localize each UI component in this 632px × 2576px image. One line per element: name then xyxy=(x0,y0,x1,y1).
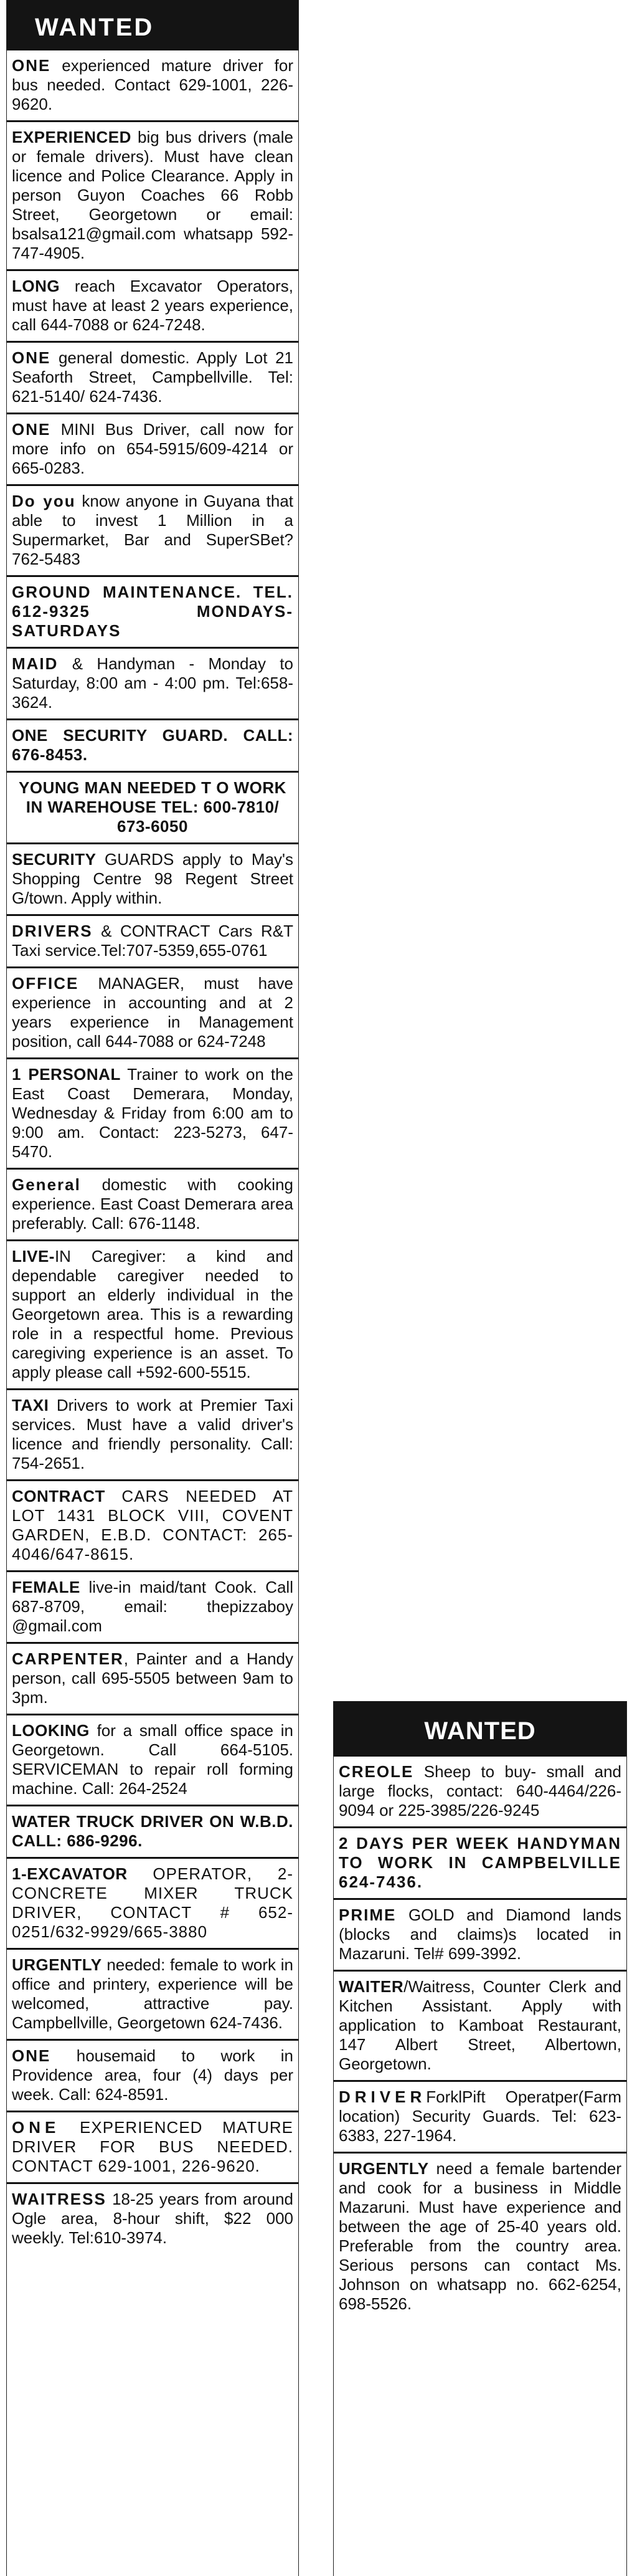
ad-body: GUARDS apply to May's Shopping Centre 98 Regent Street G/town. Apply within. xyxy=(12,850,293,907)
classified-ad xyxy=(7,1479,298,1570)
classified-ad xyxy=(7,575,298,647)
ad-lead: ONE xyxy=(12,2046,51,2065)
classified-ad xyxy=(7,966,298,1057)
ad-lead: DRIVER xyxy=(339,2087,427,2106)
classified-ad xyxy=(7,2111,298,2182)
ad-body: OPERATOR, 2- CONCRETE MIXER TRUCK DRIVER, CONTACT # 652-0251/632-9929/665-3880 xyxy=(12,1864,293,1941)
classified-ad xyxy=(7,1168,298,1239)
ad-lead: GROUND MAINTENANCE. TEL. 612-9325 MONDAYS-SATURDAYS xyxy=(12,583,293,640)
ad-lead: ONE xyxy=(12,348,51,367)
ad-body: GOLD and Diamond lands (blocks and claims)s located in Mazaruni. Tel# 699-3992. xyxy=(339,1906,621,1963)
ad-body: general domestic. Apply Lot 21 Seaforth Street, Campbellville. Tel: 621-5140/ 624-7436. xyxy=(12,348,293,406)
classified-ad xyxy=(7,413,298,484)
ad-body: for a small office space in Georgetown. Call 664-5105. SERVICEMAN to repair roll forming machine. Call: 264-2524 xyxy=(12,1721,293,1798)
classified-ad xyxy=(7,914,298,966)
ad-body: know anyone in Guyana that able to invest 1 Million in a Supermarket, Bar and SuperSBet? 762-5483 xyxy=(12,492,293,568)
ad-lead: Do you xyxy=(12,492,76,510)
ad-lead: OFFICE xyxy=(12,974,79,993)
classified-ad xyxy=(7,484,298,575)
ad-lead: WAITRESS xyxy=(12,2190,106,2208)
ad-body: Drivers to work at Premier Taxi services. Must have a valid driver's licence and friendly personality. Call: 754-2651. xyxy=(12,1396,293,1472)
ad-body: ForklPift Operatper(Farm location) Security Guards. Tel: 623-6383, 227-1964. xyxy=(339,2087,621,2145)
ad-body: 18-25 years from around Ogle area, 8-hour shift, $22 000 weekly. Tel:610-3974. xyxy=(12,2190,293,2247)
classified-ad xyxy=(7,718,298,771)
classified-ad xyxy=(7,341,298,413)
ad-lead: EXPERIENCED xyxy=(12,128,131,146)
ad-lead: 1-EXCAVATOR xyxy=(12,1864,128,1883)
ad-body: housemaid to work in Providence area, four (4) days per week. Call: 624-8591. xyxy=(12,2046,293,2104)
ad-lead: ONE xyxy=(12,420,51,439)
ad-body: MANAGER, must have experience in accounting and at 2 years experience in Management position, call 644-7088 or 624-7248 xyxy=(12,974,293,1051)
right-classifieds-column xyxy=(333,1701,627,2576)
classified-ad xyxy=(7,1570,298,1642)
ad-body: MINI Bus Driver, call now for more info on 654-5915/609-4214 or 665-0283. xyxy=(12,420,293,477)
ad-body: need a female bartender and cook for a business in Middle Mazaruni. Must have experience and between the age of 25-40 years old. Preferable from the country area. Serious persons can contact Ms. Johnson on whatsapp no. 662-6254, 698-5526. xyxy=(339,2159,621,2313)
ad-lead: MAID xyxy=(12,654,59,673)
ad-lead: 1 PERSONAL xyxy=(12,1065,121,1084)
classified-ad xyxy=(7,1857,298,1948)
classified-ad xyxy=(334,1970,626,2080)
classified-ad xyxy=(7,1239,298,1388)
classified-ad xyxy=(334,2152,626,2320)
ad-lead: URGENTLY xyxy=(339,2159,429,2178)
classified-ad xyxy=(7,269,298,341)
ad-lead: ONE xyxy=(12,2118,60,2137)
classified-ad xyxy=(334,1826,626,1898)
ad-body: live-in maid/tant Cook. Call 687-8709, email: thepizzaboy @gmail.com xyxy=(12,1578,293,1635)
left-classifieds-column xyxy=(6,0,299,2576)
ad-lead: WAITER xyxy=(339,1977,404,1996)
classified-ad xyxy=(334,1898,626,1970)
ad-lead: 2 DAYS PER WEEK HANDYMAN TO WORK IN CAMPBELVILLE 624-7436. xyxy=(339,1834,621,1891)
classified-ad xyxy=(334,2080,626,2152)
classified-ad xyxy=(7,647,298,718)
ad-lead: ONE xyxy=(12,56,51,75)
classified-ad xyxy=(7,2182,298,2254)
classified-ad xyxy=(7,1714,298,1805)
ad-body: EXPERIENCED MATURE DRIVER FOR BUS NEEDED. CONTACT 629-1001, 226-9620. xyxy=(12,2118,293,2175)
ad-lead: ONE SECURITY GUARD. CALL: 676-8453. xyxy=(12,726,293,764)
ad-lead: SECURITY xyxy=(12,850,97,869)
ad-lead: YOUNG MAN NEEDED T O WORK IN WAREHOUSE TEL: 600-7810/ 673-6050 xyxy=(19,778,286,836)
ad-lead: URGENTLY xyxy=(12,1955,102,1974)
classified-ad xyxy=(7,842,298,914)
ad-body: reach Excavator Operators, must have at least 2 years experience, call 644-7088 or 624-7248. xyxy=(12,277,293,334)
classified-ad xyxy=(7,2039,298,2111)
ad-body: Sheep to buy- small and large flocks, contact: 640-4464/226-9094 or 225-3985/226-9245 xyxy=(339,1762,621,1820)
classified-ad xyxy=(7,1948,298,2039)
ad-body: Trainer to work on the East Coast Demerara, Monday, Wednesday & Friday from 6:00 am to 9:00 am. Contact: 223-5273, 647-5470. xyxy=(12,1065,293,1161)
classified-ad xyxy=(334,1755,626,1826)
ad-lead: LOOKING xyxy=(12,1721,90,1740)
ad-lead: WATER TRUCK DRIVER ON W.B.D. CALL: 686-9296. xyxy=(12,1812,293,1850)
ad-lead: DRIVERS xyxy=(12,922,93,940)
ad-lead: LONG xyxy=(12,277,60,295)
classified-ad xyxy=(7,1057,298,1168)
classified-ad xyxy=(7,1388,298,1479)
ad-body: big bus drivers (male or female drivers). Must have clean licence and Police Clearance. Apply in person Guyon Coaches 66 Robb Street, Georgetown or email: bsalsa121@gmail.com whatsapp 592-747-4905. xyxy=(12,128,293,262)
ad-lead: LIVE- xyxy=(12,1247,55,1266)
ad-body: domestic with cooking experience. East Coast Demerara area preferably. Call: 676-1148. xyxy=(12,1175,293,1233)
ad-lead: CARPENTER xyxy=(12,1649,124,1668)
ad-lead: TAXI xyxy=(12,1396,49,1414)
ad-lead: FEMALE xyxy=(12,1578,80,1596)
ad-body: , Painter and a Handy person, call 695-5505 between 9am to 3pm. xyxy=(12,1649,293,1707)
classified-ad xyxy=(7,1642,298,1714)
ad-body: & Handyman - Monday to Saturday, 8:00 am - 4:00 pm. Tel:658-3624. xyxy=(12,654,293,712)
ad-body: CARS NEEDED AT LOT 1431 BLOCK VIII, COVENT GARDEN, E.B.D. CONTACT: 265-4046/647-8615. xyxy=(12,1487,293,1563)
classified-ad xyxy=(7,1805,298,1857)
ad-body: /Waitress, Counter Clerk and Kitchen Assistant. Apply with application to Kamboat Restaurant, 147 Albert Street, Albertown, Georgetown. xyxy=(339,1977,621,2073)
classified-ad xyxy=(7,49,298,120)
ad-body: needed: female to work in office and printery, experience will be welcomed, attractive pay. Campbellville, Georgetown 624-7436. xyxy=(12,1955,293,2032)
ad-lead: CONTRACT xyxy=(12,1487,105,1505)
ad-body: IN Caregiver: a kind and dependable caregiver needed to support an elderly individual in the Georgetown area. This is a rewarding role in a respectful home. Previous caregiving experience is an asset. To apply please call +592-600-5515. xyxy=(12,1247,293,1381)
classified-ad xyxy=(7,771,298,842)
ad-lead: PRIME xyxy=(339,1906,397,1924)
ad-lead: CREOLE xyxy=(339,1762,414,1781)
ad-body: experienced mature driver for bus needed. Contact 629-1001, 226-9620. xyxy=(12,56,293,113)
ad-lead: General xyxy=(12,1175,81,1194)
wanted-banner: WANTED xyxy=(7,0,298,49)
classified-ad xyxy=(7,120,298,269)
wanted-banner: WANTED xyxy=(334,1701,626,1755)
ad-body: & CONTRACT Cars R&T Taxi service.Tel:707-5359,655-0761 xyxy=(12,922,293,960)
